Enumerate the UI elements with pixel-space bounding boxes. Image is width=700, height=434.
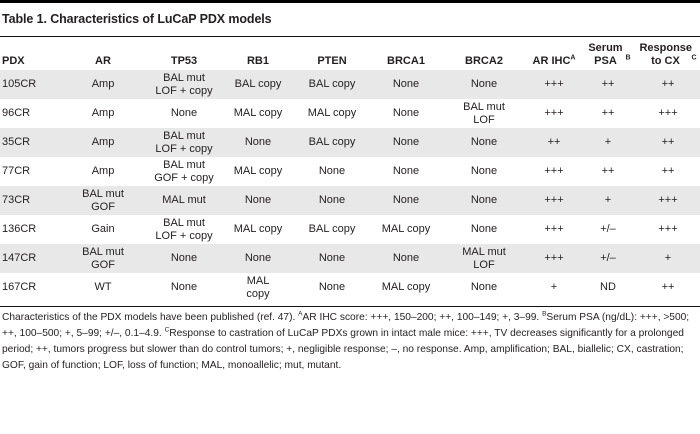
cell-brca2: None: [470, 165, 498, 177]
col-header-ar-ihc: AR $IHC^A$: [532, 54, 576, 67]
table-body: [0, 70, 700, 302]
cell-brca1: MAL copy: [381, 223, 431, 235]
cell-brca1: None: [392, 136, 420, 148]
cell-response-to-cx: +++: [658, 107, 678, 119]
cell-rb1: MAL copy: [233, 165, 283, 177]
cell-brca1: MAL copy: [381, 281, 431, 293]
table-footnote: [2, 310, 696, 374]
cell-tp53: BAL mut LOF + copy: [155, 71, 213, 97]
cell-tp53: BAL mut LOF + copy: [155, 216, 213, 242]
cell-rb1: None: [244, 136, 272, 148]
cell-pdx: 136CR: [2, 223, 37, 235]
cell-tp53: None: [170, 281, 198, 293]
pdx-characteristics-table: [0, 38, 700, 302]
cell-pdx: 77CR: [2, 165, 31, 177]
cell-pdx: 35CR: [2, 136, 31, 148]
cell-rb1: BAL copy: [234, 78, 282, 90]
cell-brca2: None: [470, 281, 498, 293]
footnote-b-mark: B: [542, 310, 547, 318]
cell-response-to-cx: +++: [658, 194, 678, 206]
cell-rb1: MAL copy: [233, 223, 283, 235]
table-row: [0, 128, 700, 157]
col-header-pten: PTEN: [317, 55, 347, 67]
cell-pdx: 73CR: [2, 194, 31, 206]
footnote-b-text: Serum PSA (ng/dL): +++, >500; ++, 100–500; +, 5–99; +/–, 0.1–4.9.: [2, 312, 690, 339]
footnote-c-mark: C: [164, 326, 170, 334]
cell-response-to-cx: ++: [661, 136, 675, 148]
col-header-ar: AR: [95, 55, 111, 67]
header-row: [0, 38, 700, 70]
cell-brca2: None: [470, 78, 498, 90]
table-row: [0, 215, 700, 244]
cell-brca2: BAL mut LOF: [463, 100, 505, 126]
cell-pten: BAL copy: [308, 136, 356, 148]
cell-ar-ihc: +++: [544, 165, 564, 177]
cell-brca2: MAL mut LOF: [462, 245, 506, 271]
cell-rb1: None: [244, 194, 272, 206]
col-header-tp53: TP53: [170, 55, 198, 67]
cell-pten: None: [318, 281, 346, 293]
col-header-brca1: BRCA1: [387, 55, 425, 67]
col-header-pdx: PDX: [2, 55, 25, 67]
cell-ar-ihc: +++: [544, 252, 564, 264]
cell-brca1: None: [392, 78, 420, 90]
footnote-a-mark: A: [298, 310, 303, 318]
cell-ar: BAL mut GOF: [82, 245, 124, 271]
cell-ar-ihc: ++: [547, 136, 561, 148]
cell-brca2: None: [470, 223, 498, 235]
cell-pdx: 147CR: [2, 252, 37, 264]
cell-ar-ihc: +++: [544, 107, 564, 119]
cell-response-to-cx: ++: [661, 78, 675, 90]
cell-tp53: None: [170, 107, 198, 119]
cell-ar: Amp: [91, 107, 115, 119]
cell-brca2: None: [470, 194, 498, 206]
col-header-serum-psa: Serum PSA $^B$: [588, 42, 631, 67]
cell-serum-psa: ++: [601, 107, 615, 119]
cell-pten: MAL copy: [307, 107, 357, 119]
cell-serum-psa: +: [604, 136, 612, 148]
title-rule: [0, 36, 700, 37]
table-row: [0, 70, 700, 99]
cell-rb1: MAL copy: [233, 107, 283, 119]
footnote-intro: Characteristics of the PDX models have been published (ref. 47).: [2, 312, 299, 323]
col-header-rb1: RB1: [246, 55, 269, 67]
col-header-response-to-cx: Response to CX $^C$: [639, 42, 697, 67]
table-title: Table 1. Characteristics of LuCaP PDX models: [2, 12, 272, 26]
cell-serum-psa: ND: [600, 281, 616, 293]
cell-ar: WT: [94, 281, 112, 293]
footnote-a-text: AR IHC score: +++, 150–200; ++, 100–149; +, 3–99.: [302, 312, 543, 323]
col-header-brca2: BRCA2: [465, 55, 503, 67]
cell-pten: None: [318, 165, 346, 177]
cell-tp53: MAL mut: [162, 194, 206, 206]
cell-ar-ihc: +: [550, 281, 558, 293]
cell-response-to-cx: ++: [661, 165, 675, 177]
cell-serum-psa: +/–: [600, 252, 616, 264]
table-row: [0, 273, 700, 302]
cell-pten: BAL copy: [308, 78, 356, 90]
footnote-c-text: Response to castration of LuCaP PDXs grown in intact male mice: +++, TV decreases significantly for a prolonged period; ++, tumors progress but slower than do control tumors; +, negligible response; –, no response. Amp, amplification; BAL, biallelic; CX, castration; GOF, gain of function; LOF, loss of function; MAL, monoallelic; mut, mutant.: [2, 328, 684, 371]
cell-brca2: None: [470, 136, 498, 148]
cell-response-to-cx: ++: [661, 281, 675, 293]
cell-ar: Amp: [91, 136, 115, 148]
cell-response-to-cx: +++: [658, 223, 678, 235]
table-bottom-rule: [0, 306, 700, 307]
cell-brca1: None: [392, 194, 420, 206]
cell-brca1: None: [392, 165, 420, 177]
cell-serum-psa: ++: [601, 78, 615, 90]
table-row: [0, 99, 700, 128]
cell-ar: BAL mut GOF: [82, 187, 124, 213]
table-row: [0, 157, 700, 186]
cell-pten: None: [318, 252, 346, 264]
cell-ar: Gain: [91, 223, 115, 235]
cell-tp53: BAL mut GOF + copy: [154, 158, 214, 184]
cell-ar-ihc: +++: [544, 78, 564, 90]
table-row: [0, 186, 700, 215]
cell-pdx: 105CR: [2, 78, 37, 90]
cell-pdx: 96CR: [2, 107, 31, 119]
cell-ar-ihc: +++: [544, 194, 564, 206]
cell-tp53: None: [170, 252, 198, 264]
cell-pdx: 167CR: [2, 281, 37, 293]
cell-rb1: MAL copy: [246, 274, 270, 300]
cell-pten: BAL copy: [308, 223, 356, 235]
cell-brca1: None: [392, 107, 420, 119]
cell-pten: None: [318, 194, 346, 206]
cell-ar: Amp: [91, 165, 115, 177]
cell-ar: Amp: [91, 78, 115, 90]
top-rule: [0, 0, 700, 3]
cell-rb1: None: [244, 252, 272, 264]
cell-serum-psa: ++: [601, 165, 615, 177]
cell-serum-psa: +/–: [600, 223, 616, 235]
table-row: [0, 244, 700, 273]
cell-response-to-cx: +: [664, 252, 672, 264]
cell-tp53: BAL mut LOF + copy: [155, 129, 213, 155]
cell-ar-ihc: +++: [544, 223, 564, 235]
cell-brca1: None: [392, 252, 420, 264]
cell-serum-psa: +: [604, 194, 612, 206]
